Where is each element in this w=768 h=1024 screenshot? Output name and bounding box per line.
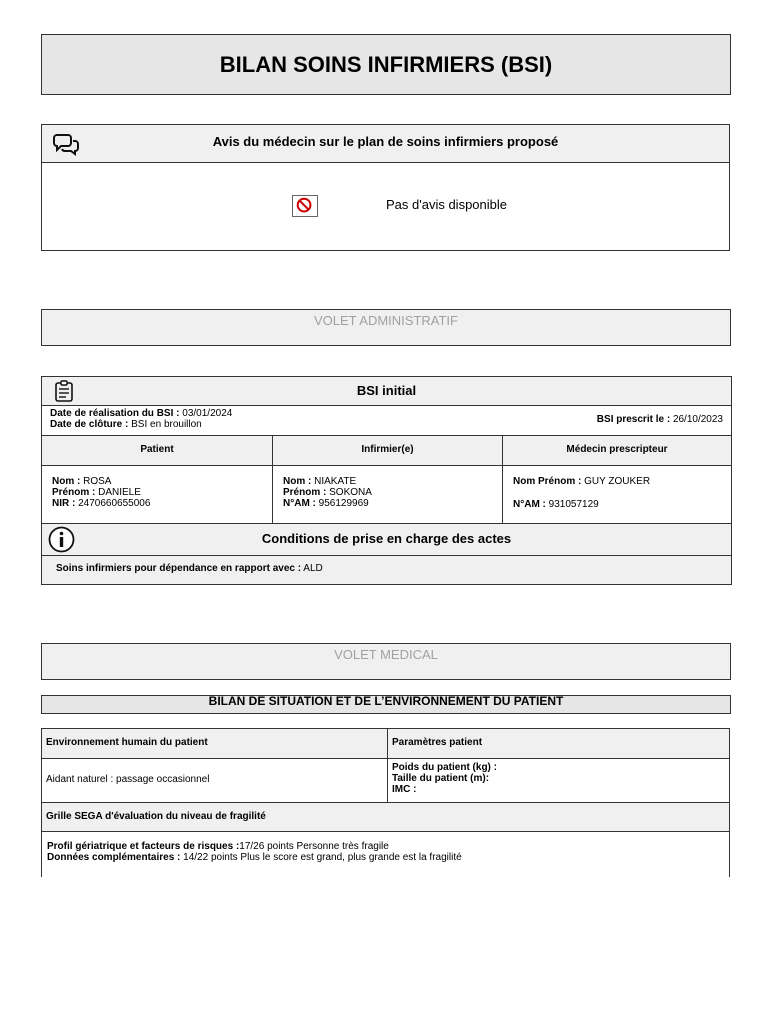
- medecin-cell: [502, 466, 731, 524]
- avis-status-text: Pas d'avis disponible: [386, 197, 507, 212]
- bsi-prescrit-value: 26/10/2023: [672, 414, 723, 425]
- conditions-header: [42, 524, 731, 556]
- spacer: [513, 487, 731, 499]
- medecin-nam: [513, 499, 731, 510]
- volet-administratif-band: VOLET ADMINISTRATIF: [41, 309, 731, 346]
- environment-table: [41, 728, 730, 877]
- page-title: BILAN SOINS INFIRMIERS (BSI): [219, 52, 553, 77]
- patient-nom-label: Nom :: [52, 476, 81, 487]
- no-entry-icon: [292, 195, 318, 217]
- env-value: Aidant naturel : passage occasionnel: [46, 774, 210, 785]
- title-box: [41, 34, 731, 95]
- patient-prenom-label: Prénom :: [52, 487, 96, 498]
- conditions-label: Soins infirmiers pour dépendance en rapport avec :: [56, 563, 302, 574]
- date-realisation-label: Date de réalisation du BSI :: [50, 408, 180, 419]
- donnees-line: [47, 852, 724, 863]
- patient-nom-value: ROSA: [83, 476, 112, 487]
- donnees-label: Données complémentaires :: [47, 852, 181, 863]
- medecin-nom-prenom: [513, 476, 731, 487]
- bsi-people-row: [42, 466, 731, 524]
- patient-nir-value: 2470660655006: [78, 498, 151, 509]
- taille-label: Taille du patient (m):: [392, 773, 490, 784]
- profil-value: 17/26 points Personne très fragile: [239, 841, 389, 852]
- poids-label: Poids du patient (kg) :: [392, 762, 497, 773]
- sega-values: [42, 832, 729, 877]
- infirmier-prenom-label: Prénom :: [283, 487, 327, 498]
- date-cloture: [50, 419, 202, 430]
- date-cloture-value: BSI en brouillon: [131, 419, 202, 430]
- profil-label: Profil gériatrique et facteurs de risques :: [47, 841, 240, 852]
- infirmier-prenom: [283, 487, 502, 498]
- params-header: Paramètres patient: [387, 729, 730, 758]
- patient-nir-label: NIR :: [52, 498, 76, 509]
- infirmier-cell: [272, 466, 502, 524]
- bsi-header: [42, 377, 731, 406]
- column-header-infirmier: Infirmier(e): [272, 436, 502, 465]
- infirmier-nom: [283, 476, 502, 487]
- env-header-row: [42, 729, 729, 759]
- infirmier-prenom-value: SOKONA: [329, 487, 372, 498]
- avis-section: [41, 124, 730, 251]
- bilan-title: BILAN DE SITUATION ET DE L’ENVIRONNEMENT DU PATIENT: [41, 695, 731, 714]
- avis-header: [42, 125, 729, 163]
- bsi-prescrit: [597, 414, 723, 425]
- date-realisation: [50, 408, 232, 419]
- bsi-prescrit-label: BSI prescrit le :: [596, 414, 671, 425]
- patient-nom: [52, 476, 272, 487]
- patient-nir: [52, 498, 272, 509]
- medecin-nam-label: N°AM :: [513, 499, 546, 510]
- profil-line: [47, 841, 724, 852]
- patient-prenom-value: DANIELE: [98, 487, 141, 498]
- infirmier-nam-label: N°AM :: [283, 498, 316, 509]
- sega-title: Grille SEGA d'évaluation du niveau de fragilité: [42, 803, 729, 832]
- bsi-dates-row: [42, 406, 731, 436]
- medecin-nom-prenom-value: GUY ZOUKER: [584, 476, 651, 487]
- params-values: [387, 759, 730, 802]
- bsi-column-headers: [42, 436, 731, 466]
- bsi-section: [41, 376, 732, 585]
- date-realisation-value: 03/01/2024: [182, 408, 233, 419]
- env-header: Environnement humain du patient: [46, 737, 208, 748]
- infirmier-nam-value: 956129969: [318, 498, 369, 509]
- env-values-row: [42, 759, 729, 803]
- conditions-value: ALD: [303, 563, 323, 574]
- patient-prenom: [52, 487, 272, 498]
- infirmier-nam: [283, 498, 502, 509]
- donnees-value: 14/22 points Plus le score est grand, plus grande est la fragilité: [183, 852, 462, 863]
- conditions-title: Conditions de prise en charge des actes: [261, 531, 512, 546]
- volet-medical-band: VOLET MEDICAL: [41, 643, 731, 680]
- medecin-nam-value: 931057129: [548, 499, 599, 510]
- column-header-medecin: Médecin prescripteur: [502, 436, 731, 465]
- avis-title: Avis du médecin sur le plan de soins infirmiers proposé: [212, 134, 559, 149]
- imc-label: IMC :: [392, 784, 417, 795]
- infirmier-nom-label: Nom :: [283, 476, 312, 487]
- bsi-title: BSI initial: [356, 383, 417, 398]
- medecin-nom-prenom-label: Nom Prénom :: [513, 476, 582, 487]
- infirmier-nom-value: NIAKATE: [314, 476, 357, 487]
- column-header-patient: Patient: [140, 444, 174, 455]
- patient-cell: [42, 466, 272, 524]
- date-cloture-label: Date de clôture :: [50, 419, 129, 430]
- conditions-row: [56, 563, 323, 574]
